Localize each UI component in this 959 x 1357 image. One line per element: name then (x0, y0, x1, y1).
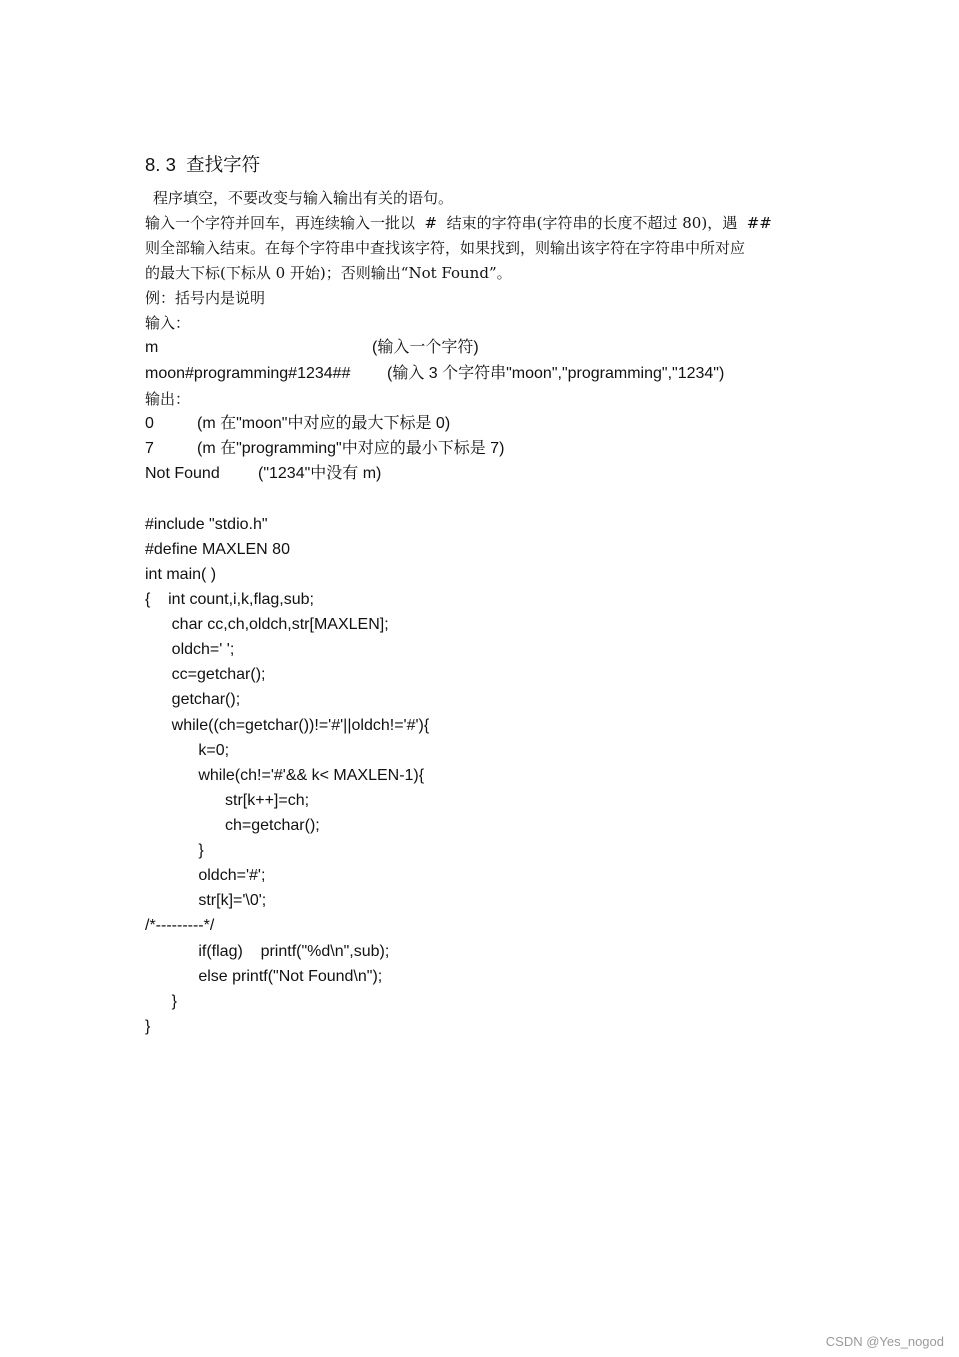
code-line: } (145, 1018, 151, 1035)
instruction-line-3: 则全部输入结束。在每个字符串中查找该字符，如果找到，则输出该字符在字符串中所对应 (145, 239, 746, 257)
code-line: if(flag) printf("%d\n",sub); (145, 943, 390, 960)
code-line: char cc,ch,oldch,str[MAXLEN]; (145, 616, 389, 633)
example-output-1-note: (m 在"moon"中对应的最大下标是 0) (197, 415, 451, 432)
instruction-line-1: 程序填空，不要改变与输入输出有关的语句。 (153, 189, 454, 207)
code-line: str[k++]=ch; (145, 792, 310, 809)
example-input-1-note: (输入一个字符) (372, 339, 479, 356)
instruction-line-2: 输入一个字符并回车，再连续输入一批以 # 结束的字符串(字符串的长度不超过 80)，遇 ## (145, 214, 772, 232)
example-output-2-note: (m 在"programming"中对应的最小下标是 7) (197, 440, 505, 457)
example-output-3-note: ("1234"中没有 m) (258, 465, 382, 482)
example-output-1: 0 (145, 415, 154, 432)
instruction-line-4: 的最大下标(下标从 0 开始)；否则输出“Not Found”。 (145, 264, 512, 282)
code-line: str[k]='\0'; (145, 892, 267, 909)
example-input-2: moon#programming#1234## (145, 365, 351, 382)
code-line: { int count,i,k,flag,sub; (145, 591, 314, 608)
csdn-watermark: CSDN @Yes_nogod (825, 1334, 944, 1349)
code-line: int main( ) (145, 566, 217, 583)
example-output-2: 7 (145, 440, 154, 457)
code-line: cc=getchar(); (145, 666, 266, 683)
code-line: else printf("Not Found\n"); (145, 968, 383, 985)
code-line: } (145, 842, 204, 859)
example-input-1: m (145, 339, 159, 356)
input-label: 输入： (145, 314, 191, 332)
example-heading: 例：括号内是说明 (145, 289, 266, 307)
code-line-blank-marker: /*---------*/ (145, 917, 215, 934)
output-label: 输出： (145, 390, 191, 408)
example-input-2-note: (输入 3 个字符串"moon","programming","1234") (387, 365, 725, 382)
code-line: ch=getchar(); (145, 817, 320, 834)
code-line: oldch=' '; (145, 641, 235, 658)
code-line: #define MAXLEN 80 (145, 541, 290, 558)
code-line: getchar(); (145, 691, 241, 708)
section-title: 8. 3 查找字符 (145, 154, 261, 175)
code-line: oldch='#'; (145, 867, 266, 884)
code-line: #include "stdio.h" (145, 516, 268, 533)
example-output-3: Not Found (145, 465, 220, 482)
code-line: while(ch!='#'&& k< MAXLEN-1){ (145, 767, 425, 784)
code-line: k=0; (145, 742, 230, 759)
code-line: } (145, 993, 178, 1010)
code-line: while((ch=getchar())!='#'||oldch!='#'){ (145, 717, 430, 734)
